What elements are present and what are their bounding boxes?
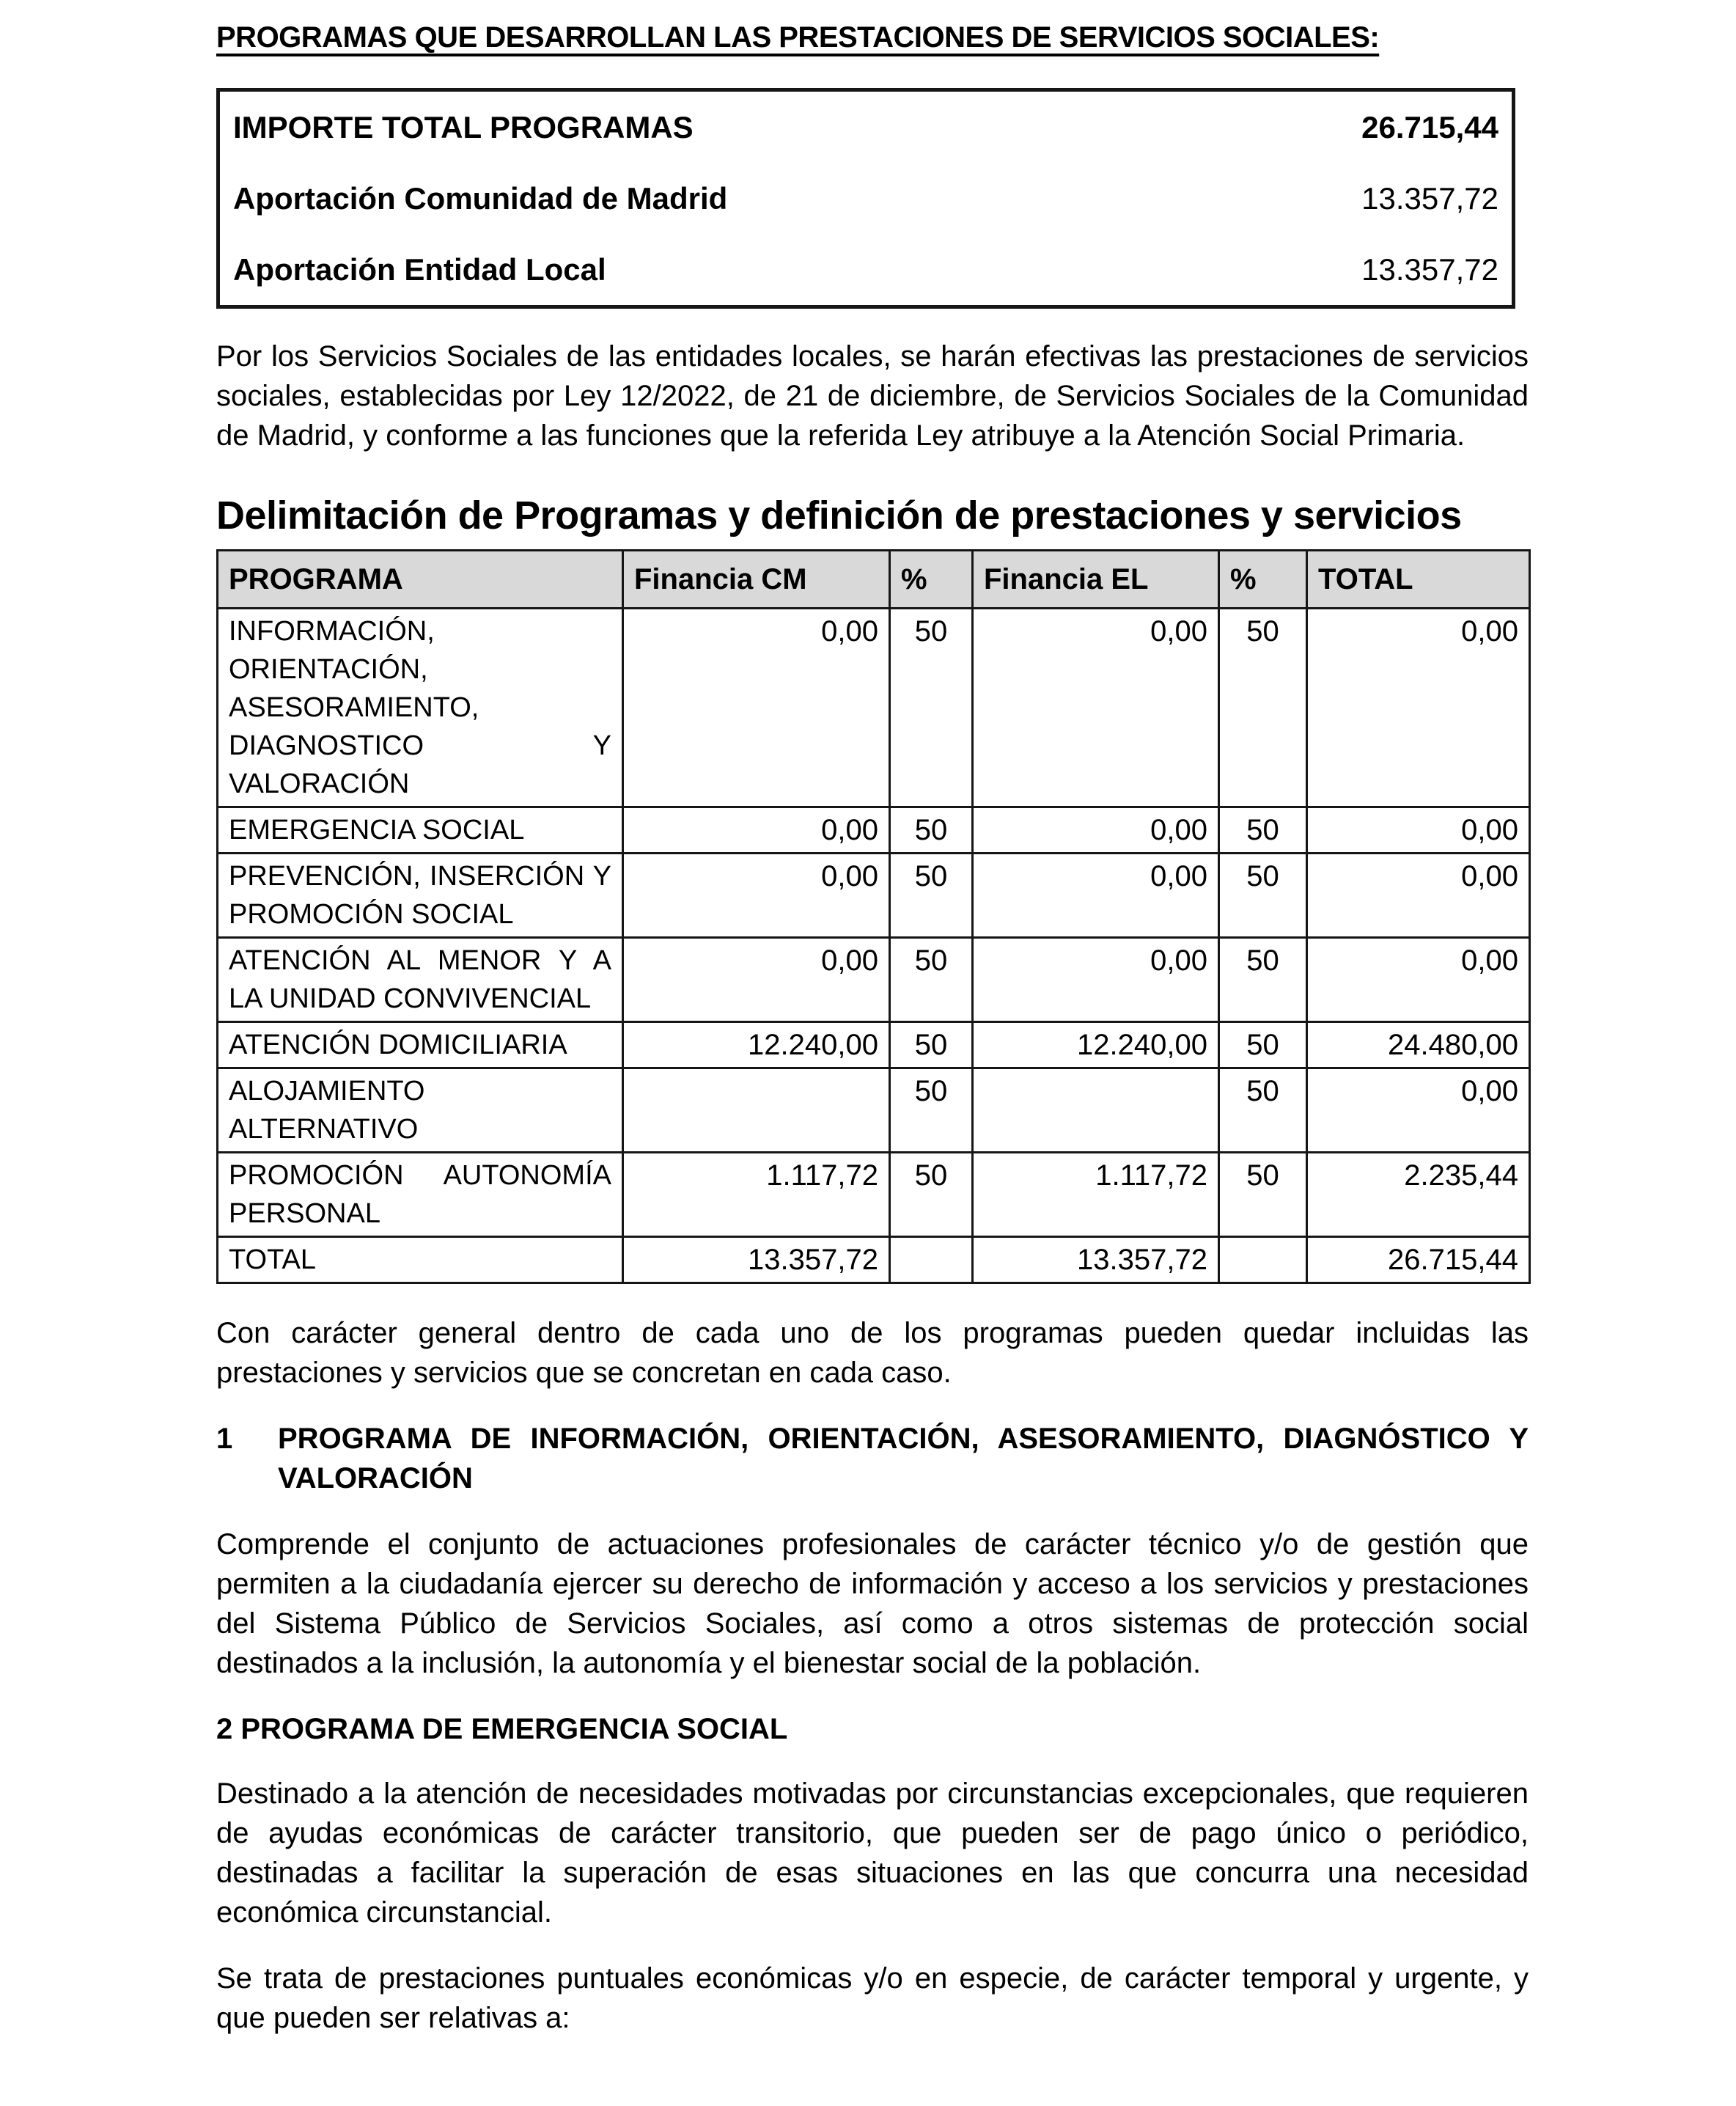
cell-total: 0,00 [1307,609,1530,807]
programs-header-row [218,551,1530,609]
summary-value: 26.715,44 [1361,109,1498,144]
table-row-total [218,1237,1530,1283]
programa1-paragraph: Comprende el conjunto de actuaciones profesionales de carácter técnico y/o de gestión que permiten a la ciudadanía ejercer su derecho de información y acceso a los servicios y prestaciones del Sistema Público de Servicios Sociales, así como a otros sistemas de protección social destinados a la inclusión, la autonomía y el bienestar social de la población. [216,1528,1529,1679]
intro-paragraph: Por los Servicios Sociales de las entidades locales, se harán efectivas las prestaciones de servicios sociales, establecidas por Ley 12/2022, de 21 de diciembre, de Servicios Sociales de la Comunidad de Madrid, y conforme a las funciones que la referida Ley atribuye a la Atención Social Primaria. [216,340,1529,452]
cell-pct-el: 50 [1219,807,1307,854]
summary-row [218,90,1514,164]
cell-financia-cm: 0,00 [623,609,890,807]
table-row [218,1068,1530,1153]
cell-total: 2.235,44 [1307,1153,1530,1237]
summary-value: 13.357,72 [1361,180,1498,216]
cell-pct-cm: 50 [890,938,973,1022]
general-paragraph: Con carácter general dentro de cada uno de los programas pueden quedar incluidas las prestaciones y servicios que se concretan en cada caso. [216,1317,1529,1389]
cell-total: 0,00 [1307,854,1530,938]
cell-total: 24.480,00 [1307,1022,1530,1068]
summary-label: IMPORTE TOTAL PROGRAMAS [233,109,694,144]
cell-programa: INFORMACIÓN, ORIENTACIÓN, ASESORAMIENTO, DIAGNOSTICO Y VALORACIÓN [218,609,623,807]
cell-programa: EMERGENCIA SOCIAL [218,807,623,854]
cell-programa: ATENCIÓN AL MENOR Y A LA UNIDAD CONVIVENCIAL [218,938,623,1022]
cell-financia-cm: 1.117,72 [623,1153,890,1237]
cell-programa: ATENCIÓN DOMICILIARIA [218,1022,623,1068]
table-row [218,609,1530,807]
cell-total: 26.715,44 [1307,1237,1530,1283]
cell-financia-el: 0,00 [973,609,1219,807]
cell-pct-cm: 50 [890,1022,973,1068]
cell-pct-el: 50 [1219,1068,1307,1153]
summary-label: Aportación Entidad Local [233,252,606,287]
cell-financia-cm: 13.357,72 [623,1237,890,1283]
cell-financia-cm: 12.240,00 [623,1022,890,1068]
cell-programa: PREVENCIÓN, INSERCIÓN Y PROMOCIÓN SOCIAL [218,854,623,938]
cell-total: 0,00 [1307,1068,1530,1153]
cell-financia-el: 0,00 [973,854,1219,938]
table-row [218,807,1530,854]
summary-row [218,163,1514,234]
cell-programa: PROMOCIÓN AUTONOMÍA PERSONAL [218,1153,623,1237]
cell-pct-cm: 50 [890,1153,973,1237]
cell-pct-cm [890,1237,973,1283]
cell-financia-el [973,1068,1219,1153]
summary-row [218,234,1514,307]
cell-pct-el: 50 [1219,609,1307,807]
cell-financia-cm: 0,00 [623,807,890,854]
cell-pct-el: 50 [1219,854,1307,938]
table-row [218,854,1530,938]
summary-table [216,88,1515,309]
cell-pct-el: 50 [1219,938,1307,1022]
cell-financia-cm: 0,00 [623,938,890,1022]
cell-financia-el: 0,00 [973,807,1219,854]
cell-financia-cm: 0,00 [623,854,890,938]
column-header-programa: PROGRAMA [218,551,623,609]
column-header-total: TOTAL [1307,551,1530,609]
column-header-pct-el: % [1219,551,1307,609]
section2-heading: 2 PROGRAMA DE EMERGENCIA SOCIAL [216,1713,788,1745]
cell-financia-el: 0,00 [973,938,1219,1022]
cell-total: 0,00 [1307,807,1530,854]
cell-financia-el: 1.117,72 [973,1153,1219,1237]
document-heading: PROGRAMAS QUE DESARROLLAN LAS PRESTACIONES DE SERVICIOS SOCIALES: [216,21,1380,54]
cell-programa: TOTAL [218,1237,623,1283]
cell-pct-el: 50 [1219,1153,1307,1237]
section1-title: PROGRAMA DE INFORMACIÓN, ORIENTACIÓN, ASESORAMIENTO, DIAGNÓSTICO Y VALORACIÓN [278,1423,1529,1494]
column-header-pct-cm: % [890,551,973,609]
programa2-cont-paragraph: Se trata de prestaciones puntuales económicas y/o en especie, de carácter temporal y urgente, y que pueden ser relativas a: [216,1962,1529,2034]
cell-total: 0,00 [1307,938,1530,1022]
column-header-financia-el: Financia EL [973,551,1219,609]
cell-pct-el: 50 [1219,1022,1307,1068]
cell-pct-cm: 50 [890,807,973,854]
cell-financia-el: 13.357,72 [973,1237,1219,1283]
cell-financia-el: 12.240,00 [973,1022,1219,1068]
cell-pct-cm: 50 [890,609,973,807]
table-row [218,1153,1530,1237]
table-row [218,938,1530,1022]
column-header-financia-cm: Financia CM [623,551,890,609]
summary-label: Aportación Comunidad de Madrid [233,180,728,216]
programs-table [216,549,1531,1284]
cell-pct-cm: 50 [890,854,973,938]
programa2-paragraph: Destinado a la atención de necesidades motivadas por circunstancias excepcionales, que requieren de ayudas económicas de carácter transitorio, que pueden ser de pago único o periódico, destinadas a facilitar la superación de esas situaciones en las que concurra una necesidad económica circunstancial. [216,1777,1529,1929]
section1-heading [216,1419,1529,1498]
cell-pct-el [1219,1237,1307,1283]
section1-number: 1 [216,1423,233,1455]
cell-programa: ALOJAMIENTO ALTERNATIVO [218,1068,623,1153]
table-row [218,1022,1530,1068]
cell-financia-cm [623,1068,890,1153]
summary-value: 13.357,72 [1361,252,1498,287]
cell-pct-cm: 50 [890,1068,973,1153]
section-title: Delimitación de Programas y definición de prestaciones y servicios [216,494,1462,537]
